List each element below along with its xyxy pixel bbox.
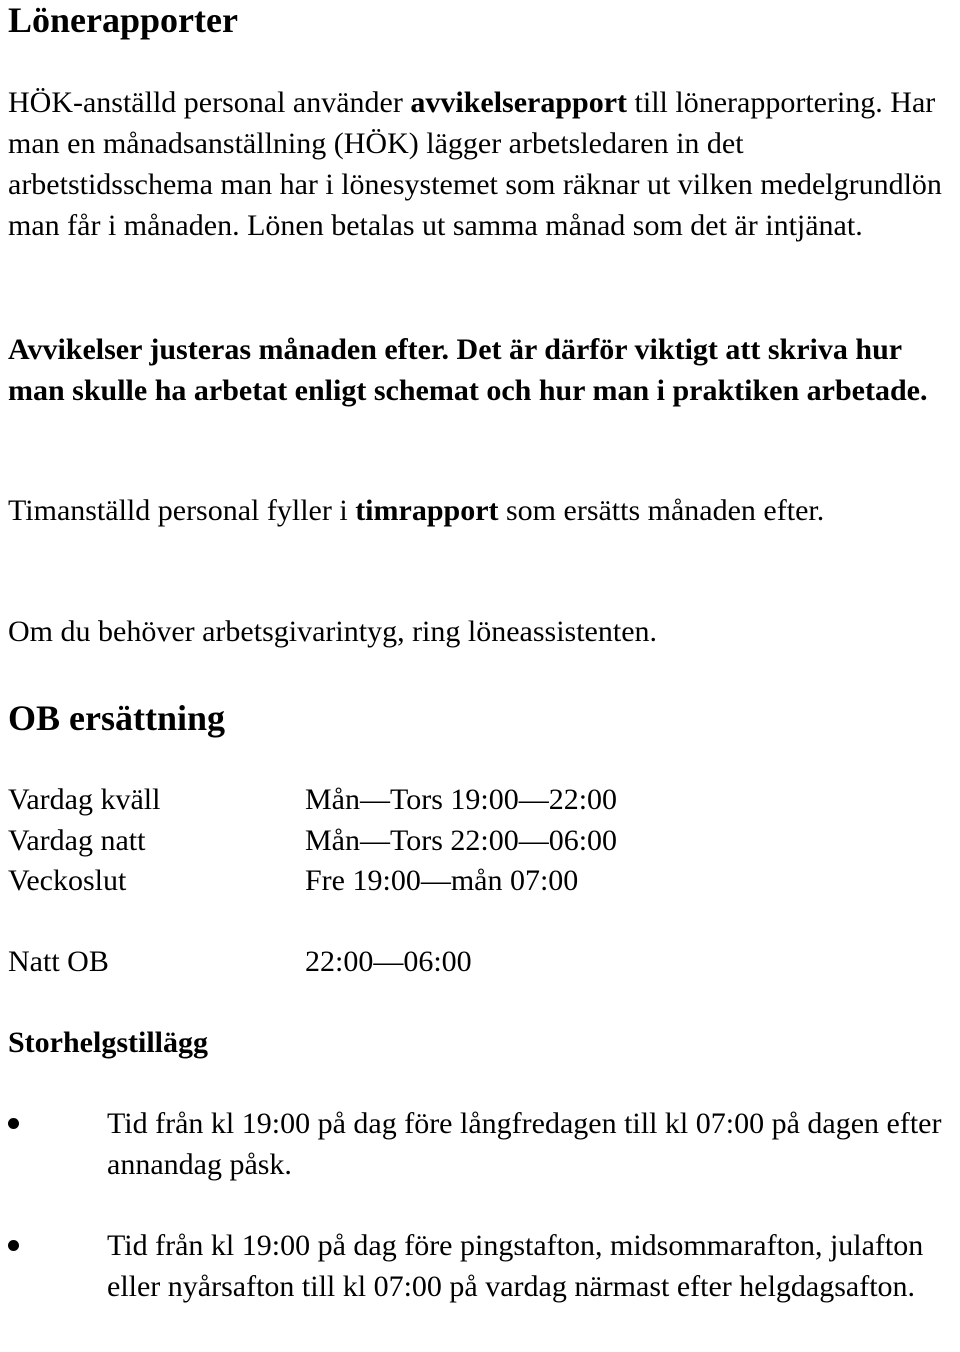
list-item (0, 1225, 952, 1307)
certificate-note: Om du behöver arbetsgivarintyg, ring löneassistenten. (8, 615, 658, 648)
ob-row-label: Veckoslut (8, 864, 127, 897)
ob-row-label: Natt OB (8, 945, 109, 978)
ob-row-value: 22:00—06:00 (305, 945, 472, 978)
list-item-text: Tid från kl 19:00 på dag före långfredagen till kl 07:00 på dagen efter annandag påsk. (107, 1107, 942, 1181)
bullet-icon (8, 1240, 19, 1251)
list-item (0, 1103, 952, 1185)
intro-paragraph (8, 82, 953, 246)
ob-row-label: Vardag kväll (8, 783, 161, 816)
list-item-text: Tid från kl 19:00 på dag före pingstafton, midsommarafton, julafton eller nyårsafton till kl 07:00 på vardag närmast efter helgdagsafton. (107, 1229, 924, 1303)
ob-row (8, 821, 617, 861)
holiday-list (0, 1103, 960, 1307)
ob-row-value: Mån—Tors 19:00—22:00 (305, 783, 618, 816)
bullet-icon (8, 1118, 19, 1129)
intro-keyword: avvikelserapport (410, 86, 628, 119)
ob-row (8, 780, 617, 820)
ob-row-label: Vardag natt (8, 824, 146, 857)
hourly-paragraph (8, 490, 953, 531)
intro-text-1: HÖK-anställd personal använder (8, 86, 411, 119)
page-title: Lönerapporter (8, 0, 238, 40)
intro-text-2: till lönerapportering. Har man en månadsanställning (HÖK) lägger arbetsledaren in det arbetstidsschema man har i lönesystemet som räknar ut vilken medelgrundlön man får i månaden. Lönen betalas ut samma månad som det är intjänat. (8, 86, 942, 242)
ob-row-value: Fre 19:00—mån 07:00 (305, 864, 579, 897)
holiday-heading: Storhelgstillägg (8, 1026, 208, 1059)
ob-heading: OB ersättning (8, 698, 226, 738)
adjustment-note: Avvikelser justeras månaden efter. Det är därför viktigt att skriva hur man skulle ha arbetat enligt schemat och hur man i praktiken arbetade. (8, 333, 928, 407)
hourly-text-2: som ersätts månaden efter. (498, 494, 825, 527)
ob-row (8, 942, 472, 982)
ob-row (8, 861, 578, 901)
ob-row-value: Mån—Tors 22:00—06:00 (305, 824, 618, 857)
hourly-keyword: timrapport (355, 494, 499, 527)
hourly-text-1: Timanställd personal fyller i (8, 494, 356, 527)
